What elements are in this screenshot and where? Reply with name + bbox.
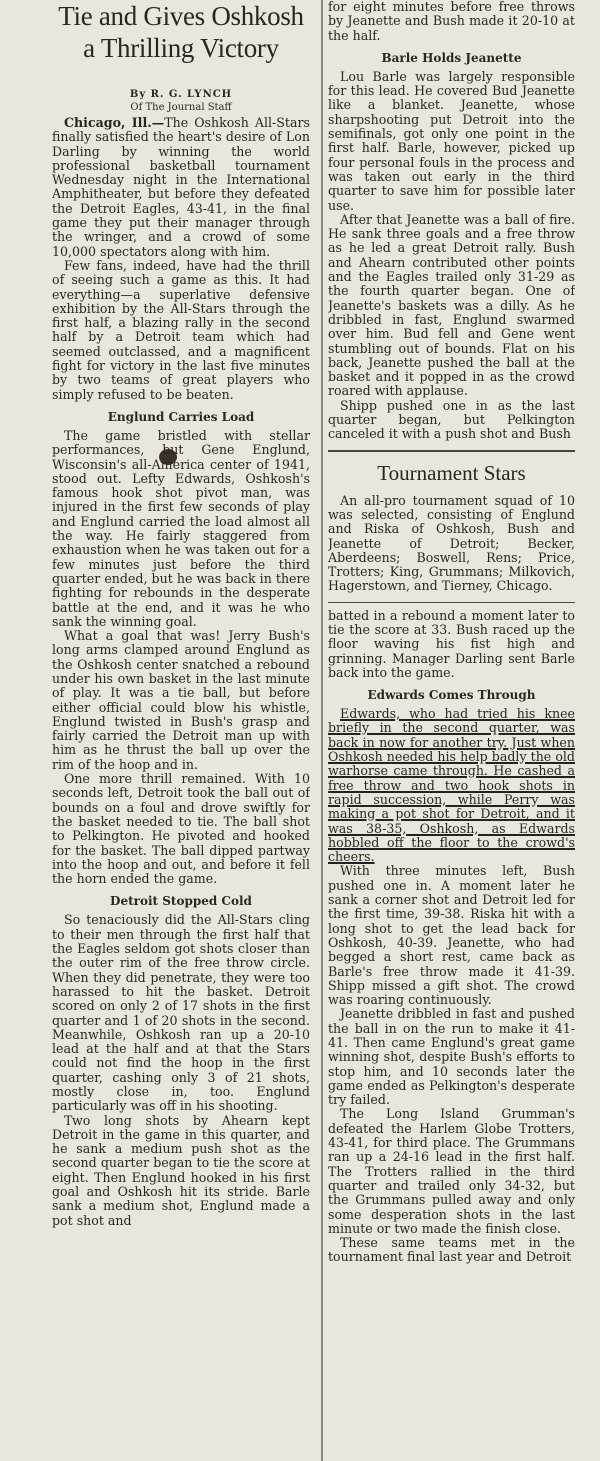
paragraph: So tenaciously did the All-Stars cling to their men through the first half that the Eagles seldom got shots closer than the outer rim of the free throw circle. When they did penetrate, they were too harassed to hit the basket. Detroit scored on only 2 of 17 shots in the first quarter and 1 of 20 shots in the second. Meanwhile, Oshkosh ran up a 20-10 lead at the half and at that the Stars could not find the hoop in the first quarter, cashing only 3 of 21 shots, mostly close in, too. Englund particularly was off in his shooting. xyxy=(52,912,310,1114)
left-column xyxy=(52,0,310,1228)
paragraph: These same teams met in the tournament final last year and Detroit xyxy=(328,1235,575,1265)
paragraph: Shipp pushed one in as the last quarter began, but Pelkington canceled it with a push shot and Bush xyxy=(328,397,575,442)
headline: Tie and Gives Oshkosh a Thrilling Victory xyxy=(58,1,304,63)
paragraph: batted in a rebound a moment later to tie the score at 33. Bush raced up the floor waving his fist high and grinning. Manager Darling sent Barle back into the game. xyxy=(328,607,575,680)
subhead: Englund Carries Load xyxy=(107,409,255,424)
byline: By R. G. LYNCH xyxy=(129,89,233,100)
subhead: Edwards Comes Through xyxy=(367,688,536,703)
paragraph: One more thrill remained. With 10 seconds left, Detroit took the ball out of bounds on a foul and drove swiftly for the basket needed to tie. The ball shot to Pelkington. He pivoted and hooked for the basket. The ball dipped partway into the hoop and out, and before it fell the horn ended the game. xyxy=(52,771,310,887)
paragraph: With three minutes left, Bush pushed one in. A moment later he sank a corner shot and Detroit led for the first time, 39-38. Riska hit with a long shot to get the lead back for Oshkosh, 40-39. Jeanette, who had begged a short rest, came back as Barle's free throw made it 41-39. Shipp missed a gift shot. The crowd was roaring continuously. xyxy=(328,863,575,1008)
right-column xyxy=(328,0,575,1265)
box-text: An all-pro tournament squad of 10 was selected, consisting of Englund and Riska of Oshkosh, Bush and Jeanette of Detroit; Becker, Aberdeens; Boswell, Rens; Price, Trotters; King, Grummans; Milkovich, Hagerstown, and Tierney, Chicago. xyxy=(328,492,575,594)
box-title: Tournament Stars xyxy=(377,460,526,485)
tournament-stars-box xyxy=(328,450,575,603)
paragraph: What a goal that was! Jerry Bush's long arms clamped around Englund as the Oshkosh center snatched a rebound under his own basket in the last minute of play. It was a tie ball, but before either official could blow his whistle, Englund twisted in Bush's grasp and fairly carried the Detroit man up with him as he thrust the ball up over the rim of the hoop and in. xyxy=(52,628,310,772)
paragraph: for eight minutes before free throws by Jeanette and Bush made it 20-10 at the half. xyxy=(328,0,575,43)
column-rule xyxy=(321,0,323,1461)
paragraph: Two long shots by Ahearn kept Detroit in the game in this quarter, and he sank a medium push shot as the second quarter began to tie the score at eight. Then Englund hooked in his first goal and Oshkosh hit its stride. Barle sank a medium shot, Englund made a pot shot and xyxy=(52,1112,310,1228)
paragraph: Chicago, Ill.—The Oshkosh All-Stars finally satisfied the heart's desire of Lon Darling by winning the world professional basketball tournament Wednesday night in the International Amphitheater, but before they defeated the Detroit Eagles, 43-41, in the final game they put their manager through the wringer, and a crowd of some 10,000 spectators along with him. xyxy=(52,115,310,259)
paragraph: After that Jeanette was a ball of fire. He sank three goals and a free throw as he led a great Detroit rally. Bush and Ahearn contributed other points and the Eagles trailed only 31-29 as the fourth quarter began. One of Jeanette's baskets was a dilly. As he dribbled in fast, Englund swarmed over him. Bud fell and Gene went stumbling out of bounds. Flat on his back, Jeanette pushed the ball at the basket and it popped in as the crowd roared with applause. xyxy=(328,211,575,399)
paragraph: Jeanette dribbled in fast and pushed the ball in on the run to make it 41-41. Then came Englund's great game winning shot, despite Bush's efforts to stop him, and 10 seconds later the game ended as Pelkington's desperate try failed. xyxy=(328,1006,575,1108)
subhead: Barle Holds Jeanette xyxy=(381,50,522,65)
byline-staff: Of The Journal Staff xyxy=(130,102,232,113)
underlined-paragraph: Edwards, who had tried his knee briefly in the second quarter, was back in now for another try. Just when Oshkosh needed his help badly the old warhorse came through. He cashed a free throw and two hook shots in rapid succession, while Perry was making a pot shot for Detroit, and it was 38-35, Oshkosh, as Edwards hobbled off the floor to the crowd's cheers. xyxy=(328,706,575,865)
paragraph: Few fans, indeed, have had the thrill of seeing such a game as this. It had everything—a superlative defensive exhibition by the All-Stars through the first half, a blazing rally in the second half by a Detroit team which had seemed outclassed, and a magnificent fight for victory in the last five minutes by two teams of great players who simply refused to be beaten. xyxy=(52,257,310,402)
paragraph: The Long Island Grumman's defeated the Harlem Globe Trotters, 43-41, for third place. The Grummans ran up a 24-16 lead in the first half. The Trotters rallied in the third quarter and trailed only 34-32, but the Grummans pulled away and only some desperation shots in the last minute or two made the finish close. xyxy=(328,1106,575,1236)
paragraph: The game bristled with stellar performances, but Gene Englund, Wisconsin's all-America center of 1941, stood out. Lefty Edwards, Oshkosh's famous hook shot pivot man, was injured in the first few seconds of play and Englund carried the load almost all the way. He fairly staggered from exhaustion when he was taken out for a few minutes just before the third quarter ended, but he was back in there fighting for rebounds in the desperate battle at the end, and it was he who sank the winning goal. xyxy=(52,427,310,629)
subhead: Detroit Stopped Cold xyxy=(110,894,252,909)
dateline: Chicago, Ill.— xyxy=(64,115,165,130)
paragraph: Lou Barle was largely responsible for this lead. He covered Bud Jeanette like a blanket. Jeanette, whose sharpshooting put Detroit into the semifinals, got only one point in the first half. Barle, however, picked up four personal fouls in the process and was taken out early in the third quarter to save him for possible later use. xyxy=(328,68,575,213)
